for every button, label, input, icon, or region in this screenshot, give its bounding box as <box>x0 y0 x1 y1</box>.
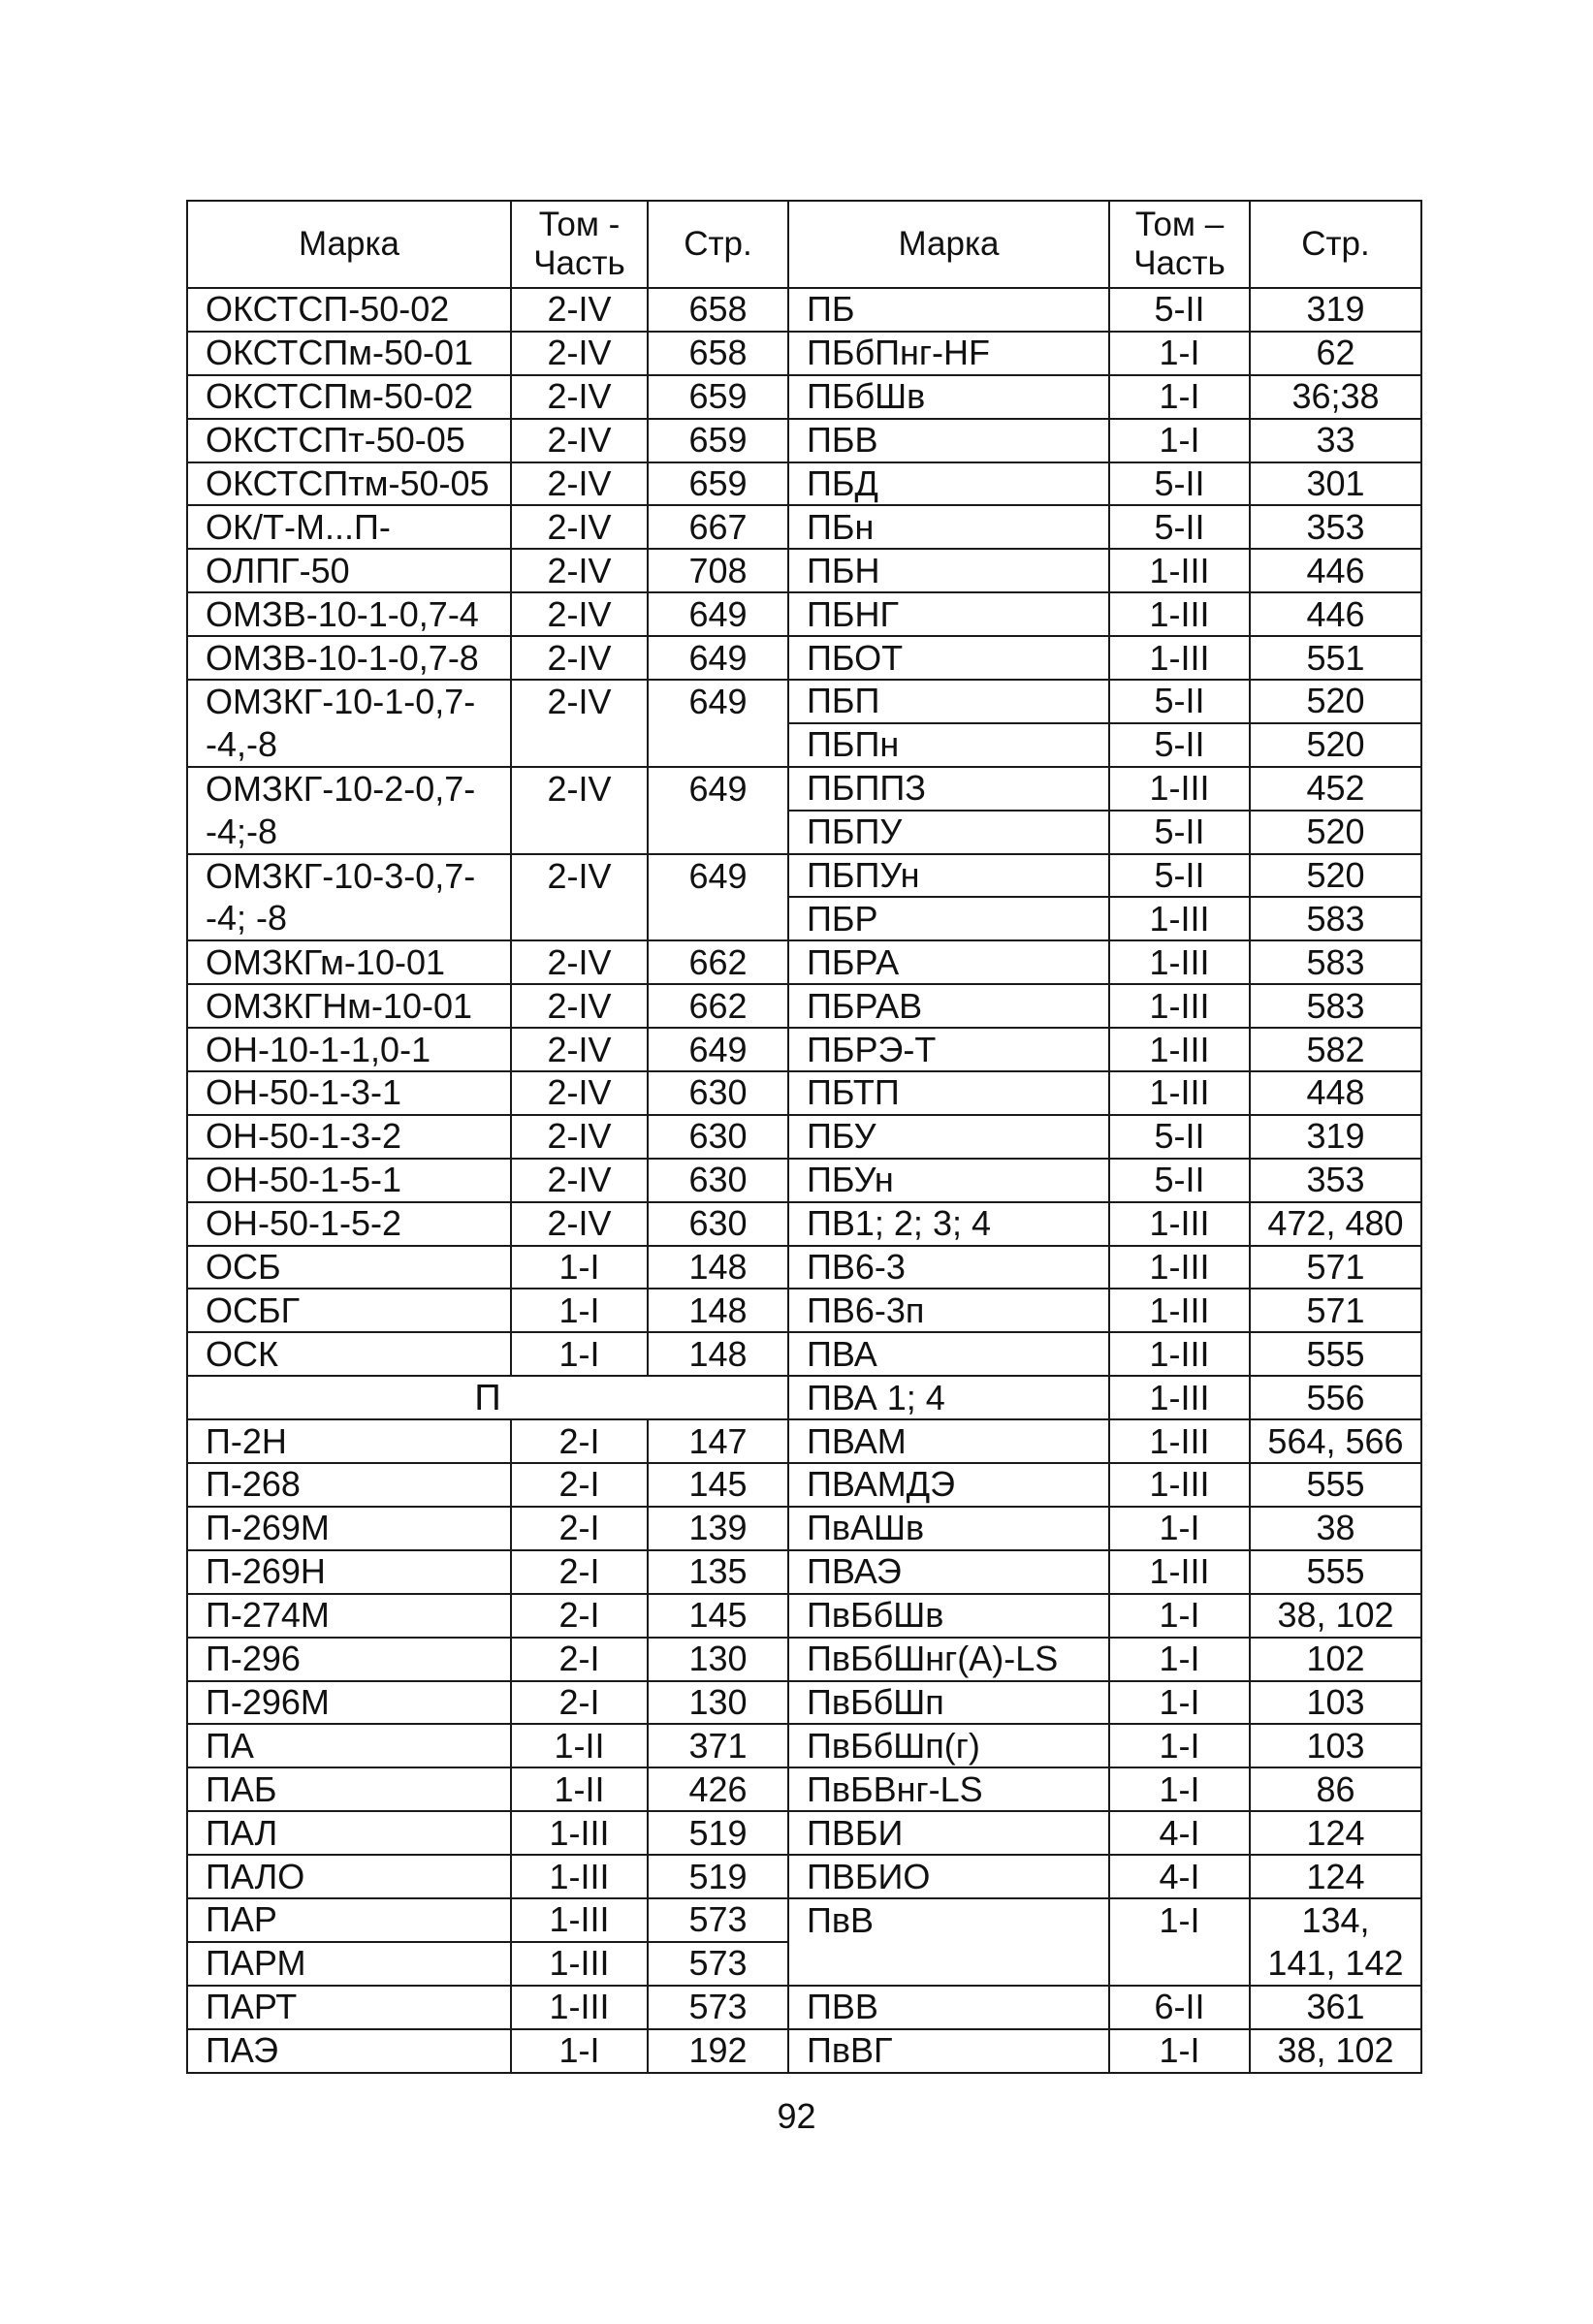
right-volume-cell: 1-III <box>1109 1376 1250 1419</box>
right-volume-cell: 5-II <box>1109 288 1250 332</box>
left-volume-cell: 2-IV <box>511 288 648 332</box>
left-page-cell: 519 <box>648 1811 788 1855</box>
left-volume-cell: 1-III <box>511 1855 648 1898</box>
left-volume-cell: 2-IV <box>511 854 648 898</box>
table-row <box>187 1898 1421 1942</box>
right-page-cell: 103 <box>1250 1724 1421 1767</box>
left-page-cell: 148 <box>648 1246 788 1289</box>
left-volume-cell: 2-IV <box>511 1028 648 1071</box>
left-volume-cell: 2-IV <box>511 1202 648 1246</box>
right-brand-cell: ПБППЗ <box>788 767 1109 811</box>
right-brand-cell: ПБД <box>788 462 1109 506</box>
right-volume-cell: 5-II <box>1109 723 1250 767</box>
left-brand-cell: ОН-50-1-3-2 <box>187 1115 511 1159</box>
left-volume-cell <box>511 897 648 940</box>
left-volume-cell: 2-IV <box>511 984 648 1028</box>
left-page-cell: 658 <box>648 332 788 375</box>
left-page-cell: 659 <box>648 419 788 462</box>
right-volume-cell: 5-II <box>1109 811 1250 854</box>
table-row <box>187 940 1421 984</box>
header-brand-left: Марка <box>187 201 511 288</box>
right-brand-cell: ПБбПнг-HF <box>788 332 1109 375</box>
right-brand-cell: ПБПУ <box>788 811 1109 854</box>
header-volume-right <box>1109 201 1250 288</box>
right-volume-cell: 5-II <box>1109 462 1250 506</box>
right-volume-cell: 1-I <box>1109 1638 1250 1681</box>
right-volume-cell: 1-III <box>1109 1246 1250 1289</box>
right-page-cell: 102 <box>1250 1638 1421 1681</box>
left-page-cell: 630 <box>648 1202 788 1246</box>
right-volume-cell: 1-I <box>1109 1898 1250 1942</box>
left-volume-cell: 2-I <box>511 1638 648 1681</box>
left-volume-cell: 2-IV <box>511 592 648 636</box>
right-volume-cell: 5-II <box>1109 854 1250 898</box>
right-brand-cell: ПБ <box>788 288 1109 332</box>
table-row <box>187 1202 1421 1246</box>
table-row <box>187 811 1421 854</box>
left-page-cell: 659 <box>648 375 788 419</box>
left-volume-cell: 2-IV <box>511 375 648 419</box>
right-brand-cell: ПБВ <box>788 419 1109 462</box>
left-volume-cell: 1-I <box>511 2029 648 2073</box>
table-row <box>187 1246 1421 1289</box>
left-brand-cell: -4; -8 <box>187 897 511 940</box>
left-brand-cell: ОКСТСПм-50-01 <box>187 332 511 375</box>
left-page-cell: 135 <box>648 1550 788 1594</box>
right-volume-cell: 5-II <box>1109 1159 1250 1202</box>
right-volume-cell: 1-I <box>1109 1507 1250 1550</box>
left-page-cell: 630 <box>648 1115 788 1159</box>
left-page-cell: 426 <box>648 1767 788 1811</box>
right-page-cell: 551 <box>1250 636 1421 680</box>
table-row <box>187 854 1421 898</box>
left-brand-cell: ОН-50-1-3-1 <box>187 1071 511 1115</box>
left-page-cell: 659 <box>648 462 788 506</box>
left-volume-cell: 1-III <box>511 1898 648 1942</box>
left-volume-cell: 1-II <box>511 1724 648 1767</box>
table-row <box>187 1376 1421 1419</box>
left-page-cell: 658 <box>648 288 788 332</box>
page-number: 92 <box>777 2096 816 2136</box>
header-volume-left-line2: Часть <box>533 244 625 282</box>
right-page-cell: 124 <box>1250 1855 1421 1898</box>
right-brand-cell: ПВБИО <box>788 1855 1109 1898</box>
right-page-cell: 38 <box>1250 1507 1421 1550</box>
right-page-cell: 33 <box>1250 419 1421 462</box>
left-volume-cell: 1-III <box>511 1942 648 1986</box>
table-row <box>187 680 1421 723</box>
left-volume-cell: 2-IV <box>511 636 648 680</box>
left-brand-cell: -4,-8 <box>187 723 511 767</box>
left-page-cell: 148 <box>648 1332 788 1376</box>
left-brand-cell: П-296М <box>187 1681 511 1725</box>
right-page-cell: 556 <box>1250 1376 1421 1419</box>
left-volume-cell: 2-I <box>511 1463 648 1507</box>
left-brand-cell: ПАРТ <box>187 1986 511 2029</box>
right-page-cell: 446 <box>1250 592 1421 636</box>
right-page-cell: 446 <box>1250 549 1421 592</box>
left-brand-cell: П-269М <box>187 1507 511 1550</box>
left-page-cell: 649 <box>648 854 788 898</box>
left-volume-cell: 2-IV <box>511 767 648 811</box>
right-brand-cell: ПВ1; 2; 3; 4 <box>788 1202 1109 1246</box>
left-brand-cell: П-274М <box>187 1594 511 1638</box>
right-brand-cell: ПВБИ <box>788 1811 1109 1855</box>
right-brand-cell: ПБОТ <box>788 636 1109 680</box>
table-row <box>187 1855 1421 1898</box>
left-brand-cell: ОМЗКГ-10-2-0,7- <box>187 767 511 811</box>
header-volume-left <box>511 201 648 288</box>
right-page-cell: 583 <box>1250 940 1421 984</box>
right-brand-cell: ПБн <box>788 505 1109 549</box>
left-brand-cell: ОКСТСП-50-02 <box>187 288 511 332</box>
right-page-cell: 38, 102 <box>1250 1594 1421 1638</box>
left-brand-cell: ПАЛ <box>187 1811 511 1855</box>
left-volume-cell: 2-IV <box>511 940 648 984</box>
left-page-cell: 573 <box>648 1986 788 2029</box>
left-volume-cell: 2-IV <box>511 419 648 462</box>
left-page-cell <box>648 811 788 854</box>
table-row <box>187 1811 1421 1855</box>
left-volume-cell: 2-I <box>511 1550 648 1594</box>
right-brand-cell: ПБбШв <box>788 375 1109 419</box>
left-brand-cell: ОМЗВ-10-1-0,7-4 <box>187 592 511 636</box>
right-volume-cell: 1-III <box>1109 549 1250 592</box>
left-page-cell: 192 <box>648 2029 788 2073</box>
right-page-cell: 555 <box>1250 1463 1421 1507</box>
right-brand-cell: ПвБбШнг(А)-LS <box>788 1638 1109 1681</box>
right-page-cell: 141, 142 <box>1250 1942 1421 1986</box>
left-brand-cell: ОМЗВ-10-1-0,7-8 <box>187 636 511 680</box>
right-volume-cell: 1-III <box>1109 1289 1250 1332</box>
table-row <box>187 375 1421 419</box>
table-row <box>187 1942 1421 1986</box>
left-page-cell: 662 <box>648 984 788 1028</box>
right-volume-cell: 1-III <box>1109 1071 1250 1115</box>
left-volume-cell: 2-IV <box>511 680 648 723</box>
left-brand-cell: ОМЗКГм-10-01 <box>187 940 511 984</box>
table-row <box>187 1594 1421 1638</box>
left-volume-cell: 2-IV <box>511 505 648 549</box>
table-row <box>187 1767 1421 1811</box>
table-row <box>187 549 1421 592</box>
table-row <box>187 1986 1421 2029</box>
left-page-cell: 147 <box>648 1419 788 1463</box>
right-brand-cell: ПВА 1; 4 <box>788 1376 1109 1419</box>
left-brand-cell: ПАРМ <box>187 1942 511 1986</box>
right-page-cell: 319 <box>1250 288 1421 332</box>
right-page-cell: 103 <box>1250 1681 1421 1725</box>
right-volume-cell: 1-I <box>1109 332 1250 375</box>
left-page-cell: 630 <box>648 1159 788 1202</box>
right-brand-cell: ПБРАВ <box>788 984 1109 1028</box>
right-brand-cell: ПВ6-3 <box>788 1246 1109 1289</box>
right-page-cell: 555 <box>1250 1332 1421 1376</box>
table-row <box>187 1638 1421 1681</box>
left-page-cell: 519 <box>648 1855 788 1898</box>
left-brand-cell: П-268 <box>187 1463 511 1507</box>
right-page-cell: 564, 566 <box>1250 1419 1421 1463</box>
left-volume-cell: 1-II <box>511 1767 648 1811</box>
right-volume-cell: 1-III <box>1109 767 1250 811</box>
header-page-right: Стр. <box>1250 201 1421 288</box>
table-row <box>187 984 1421 1028</box>
table-row <box>187 1028 1421 1071</box>
header-brand-right: Марка <box>788 201 1109 288</box>
left-volume-cell: 2-IV <box>511 1159 648 1202</box>
header-volume-right-line1: Том – <box>1134 206 1225 243</box>
left-volume-cell: 2-IV <box>511 332 648 375</box>
left-brand-cell: ОМЗКГНм-10-01 <box>187 984 511 1028</box>
right-page-cell: 555 <box>1250 1550 1421 1594</box>
right-page-cell: 448 <box>1250 1071 1421 1115</box>
left-brand-cell: ОМЗКГ-10-1-0,7- <box>187 680 511 723</box>
right-brand-cell: ПБП <box>788 680 1109 723</box>
table-row <box>187 332 1421 375</box>
left-brand-cell: ПАЛО <box>187 1855 511 1898</box>
right-volume-cell: 5-II <box>1109 505 1250 549</box>
table-row <box>187 767 1421 811</box>
right-volume-cell: 5-II <box>1109 680 1250 723</box>
right-volume-cell: 1-III <box>1109 1028 1250 1071</box>
left-page-cell: 573 <box>648 1898 788 1942</box>
left-page-cell: 371 <box>648 1724 788 1767</box>
left-page-cell: 130 <box>648 1638 788 1681</box>
right-brand-cell: ПвВ <box>788 1898 1109 1942</box>
left-brand-cell: ОМЗКГ-10-3-0,7- <box>187 854 511 898</box>
section-letter-cell: П <box>187 1376 788 1419</box>
right-page-cell: 571 <box>1250 1246 1421 1289</box>
right-volume-cell: 1-III <box>1109 984 1250 1028</box>
right-volume-cell: 4-I <box>1109 1811 1250 1855</box>
left-brand-cell: П-296 <box>187 1638 511 1681</box>
right-page-cell: 38, 102 <box>1250 2029 1421 2073</box>
left-brand-cell: ОСК <box>187 1332 511 1376</box>
left-volume-cell: 2-IV <box>511 462 648 506</box>
left-brand-cell: ОКСТСПм-50-02 <box>187 375 511 419</box>
right-page-cell: 124 <box>1250 1811 1421 1855</box>
table-row <box>187 1289 1421 1332</box>
right-brand-cell: ПВ6-3п <box>788 1289 1109 1332</box>
left-brand-cell: П-2Н <box>187 1419 511 1463</box>
right-volume-cell: 4-I <box>1109 1855 1250 1898</box>
right-volume-cell: 1-I <box>1109 2029 1250 2073</box>
left-volume-cell <box>511 723 648 767</box>
left-volume-cell: 1-I <box>511 1289 648 1332</box>
table-row <box>187 462 1421 506</box>
right-volume-cell: 1-I <box>1109 375 1250 419</box>
left-volume-cell: 2-IV <box>511 1115 648 1159</box>
left-brand-cell: ПАР <box>187 1898 511 1942</box>
left-page-cell: 662 <box>648 940 788 984</box>
left-volume-cell: 1-III <box>511 1811 648 1855</box>
right-brand-cell: ПВА <box>788 1332 1109 1376</box>
right-page-cell: 571 <box>1250 1289 1421 1332</box>
left-page-cell: 649 <box>648 592 788 636</box>
left-page-cell: 148 <box>648 1289 788 1332</box>
right-brand-cell: ПБТП <box>788 1071 1109 1115</box>
left-page-cell: 649 <box>648 767 788 811</box>
right-volume-cell: 1-I <box>1109 419 1250 462</box>
table-row <box>187 1332 1421 1376</box>
left-volume-cell: 1-I <box>511 1246 648 1289</box>
table-row <box>187 1507 1421 1550</box>
left-page-cell: 630 <box>648 1071 788 1115</box>
table-row <box>187 1550 1421 1594</box>
right-volume-cell: 1-III <box>1109 1332 1250 1376</box>
left-brand-cell: ОСБ <box>187 1246 511 1289</box>
left-brand-cell: ПАЭ <box>187 2029 511 2073</box>
right-brand-cell: ПБН <box>788 549 1109 592</box>
right-page-cell: 86 <box>1250 1767 1421 1811</box>
left-volume-cell: 1-III <box>511 1986 648 2029</box>
right-volume-cell: 1-III <box>1109 897 1250 940</box>
right-brand-cell: ПБУн <box>788 1159 1109 1202</box>
right-volume-cell: 1-III <box>1109 1463 1250 1507</box>
left-volume-cell: 2-I <box>511 1681 648 1725</box>
left-brand-cell: ПАБ <box>187 1767 511 1811</box>
table-row <box>187 1463 1421 1507</box>
right-volume-cell: 1-I <box>1109 1767 1250 1811</box>
right-volume-cell: 5-II <box>1109 1115 1250 1159</box>
right-brand-cell: ПвБбШп(г) <box>788 1724 1109 1767</box>
right-brand-cell <box>788 1942 1109 1986</box>
right-brand-cell: ПБПУн <box>788 854 1109 898</box>
header-row <box>187 201 1421 288</box>
right-brand-cell: ПБРЭ-Т <box>788 1028 1109 1071</box>
table-row <box>187 1159 1421 1202</box>
left-page-cell: 649 <box>648 636 788 680</box>
left-page-cell: 130 <box>648 1681 788 1725</box>
header-volume-left-line1: Том - <box>538 206 621 243</box>
left-brand-cell: ОН-50-1-5-2 <box>187 1202 511 1246</box>
right-volume-cell: 1-III <box>1109 940 1250 984</box>
right-page-cell: 319 <box>1250 1115 1421 1159</box>
left-page-cell <box>648 897 788 940</box>
table-row <box>187 1071 1421 1115</box>
right-brand-cell: ПВВ <box>788 1986 1109 2029</box>
right-volume-cell: 1-III <box>1109 1202 1250 1246</box>
right-brand-cell: ПВАЭ <box>788 1550 1109 1594</box>
header-volume-right-line2: Часть <box>1133 244 1226 282</box>
left-page-cell: 139 <box>648 1507 788 1550</box>
header-page-left: Стр. <box>648 201 788 288</box>
right-volume-cell: 1-III <box>1109 1550 1250 1594</box>
left-volume-cell: 1-I <box>511 1332 648 1376</box>
table-row <box>187 636 1421 680</box>
right-brand-cell: ПвАШв <box>788 1507 1109 1550</box>
left-volume-cell: 2-IV <box>511 549 648 592</box>
left-brand-cell: ОК/Т-М...П- <box>187 505 511 549</box>
right-volume-cell: 1-I <box>1109 1681 1250 1725</box>
left-brand-cell: ОКСТСПтм-50-05 <box>187 462 511 506</box>
left-brand-cell: ОСБГ <box>187 1289 511 1332</box>
right-brand-cell: ПБР <box>788 897 1109 940</box>
left-brand-cell: ПА <box>187 1724 511 1767</box>
right-volume-cell: 1-I <box>1109 1594 1250 1638</box>
right-page-cell: 583 <box>1250 984 1421 1028</box>
right-brand-cell: ПвВГ <box>788 2029 1109 2073</box>
right-brand-cell: ПБНГ <box>788 592 1109 636</box>
table-row <box>187 723 1421 767</box>
right-page-cell: 520 <box>1250 854 1421 898</box>
table-row <box>187 2029 1421 2073</box>
left-page-cell: 145 <box>648 1463 788 1507</box>
left-brand-cell: П-269Н <box>187 1550 511 1594</box>
right-volume-cell: 1-I <box>1109 1724 1250 1767</box>
table-body <box>187 288 1421 2073</box>
left-page-cell <box>648 723 788 767</box>
left-page-cell: 649 <box>648 1028 788 1071</box>
right-page-cell: 472, 480 <box>1250 1202 1421 1246</box>
left-page-cell: 667 <box>648 505 788 549</box>
right-volume-cell <box>1109 1942 1250 1986</box>
right-volume-cell: 1-III <box>1109 592 1250 636</box>
table-row <box>187 897 1421 940</box>
left-brand-cell: -4;-8 <box>187 811 511 854</box>
left-page-cell: 708 <box>648 549 788 592</box>
right-volume-cell: 1-III <box>1109 1419 1250 1463</box>
table-row <box>187 288 1421 332</box>
brand-index-table <box>186 200 1422 2074</box>
table-row <box>187 1419 1421 1463</box>
right-page-cell: 353 <box>1250 1159 1421 1202</box>
right-brand-cell: ПВАМДЭ <box>788 1463 1109 1507</box>
right-page-cell: 134, <box>1250 1898 1421 1942</box>
right-page-cell: 353 <box>1250 505 1421 549</box>
left-volume-cell: 2-I <box>511 1419 648 1463</box>
right-brand-cell: ПБРА <box>788 940 1109 984</box>
left-volume-cell: 2-IV <box>511 1071 648 1115</box>
left-page-cell: 573 <box>648 1942 788 1986</box>
right-brand-cell: ПБПн <box>788 723 1109 767</box>
table-row <box>187 592 1421 636</box>
right-page-cell: 583 <box>1250 897 1421 940</box>
left-brand-cell: ОН-50-1-5-1 <box>187 1159 511 1202</box>
table-row <box>187 419 1421 462</box>
left-brand-cell: ОКСТСПт-50-05 <box>187 419 511 462</box>
table-row <box>187 505 1421 549</box>
right-page-cell: 361 <box>1250 1986 1421 2029</box>
right-volume-cell: 1-III <box>1109 636 1250 680</box>
right-volume-cell: 6-II <box>1109 1986 1250 2029</box>
left-page-cell: 145 <box>648 1594 788 1638</box>
left-page-cell: 649 <box>648 680 788 723</box>
right-page-cell: 520 <box>1250 811 1421 854</box>
left-brand-cell: ОЛПГ-50 <box>187 549 511 592</box>
table-row <box>187 1724 1421 1767</box>
right-brand-cell: ПБУ <box>788 1115 1109 1159</box>
left-brand-cell: ОН-10-1-1,0-1 <box>187 1028 511 1071</box>
right-page-cell: 62 <box>1250 332 1421 375</box>
left-volume-cell: 2-I <box>511 1507 648 1550</box>
left-volume-cell: 2-I <box>511 1594 648 1638</box>
right-page-cell: 452 <box>1250 767 1421 811</box>
right-page-cell: 520 <box>1250 680 1421 723</box>
right-brand-cell: ПвБбШп <box>788 1681 1109 1725</box>
right-brand-cell: ПвБВнг-LS <box>788 1767 1109 1811</box>
table-row <box>187 1115 1421 1159</box>
right-brand-cell: ПвБбШв <box>788 1594 1109 1638</box>
left-volume-cell <box>511 811 648 854</box>
right-page-cell: 520 <box>1250 723 1421 767</box>
right-page-cell: 301 <box>1250 462 1421 506</box>
right-page-cell: 582 <box>1250 1028 1421 1071</box>
table-row <box>187 1681 1421 1725</box>
right-page-cell: 36;38 <box>1250 375 1421 419</box>
right-brand-cell: ПВАМ <box>788 1419 1109 1463</box>
